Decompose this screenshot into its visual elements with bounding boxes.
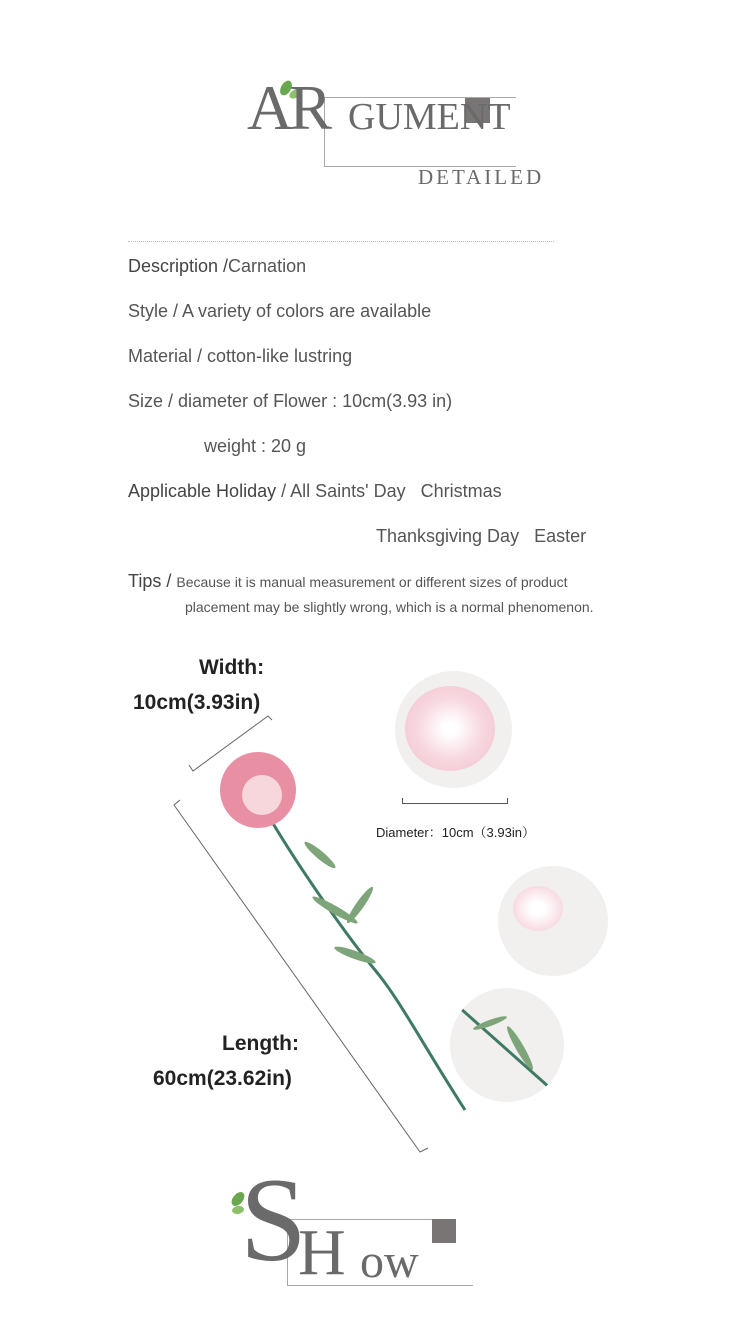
material-row: Material / cotton-like lustring: [128, 346, 353, 366]
leaves: [302, 839, 377, 966]
logo-initials: AR: [247, 72, 328, 143]
measure-lines: [174, 716, 428, 1152]
flower-illustration: [0, 640, 750, 1180]
width-value: 10cm(3.93in): [133, 691, 261, 714]
logo-h: H: [298, 1216, 346, 1289]
logo-text: ow: [360, 1235, 419, 1288]
logo-s: S: [240, 1153, 307, 1286]
flower-top-view: [395, 671, 512, 788]
diameter-label: Diameter：10cm（3.93in）: [376, 825, 535, 840]
leaf-detail-view: [450, 988, 564, 1102]
logo-square: [432, 1219, 456, 1243]
divider: [128, 241, 554, 242]
weight-row: weight : 20 g: [204, 436, 307, 456]
flower-side-view: [498, 866, 608, 976]
holiday-row-2: Thanksgiving Day Easter: [376, 526, 587, 546]
description-row: Description /Carnation: [128, 256, 307, 276]
style-row: Style / A variety of colors are available: [128, 301, 432, 321]
length-label: Length:: [222, 1032, 299, 1055]
holiday-row: Applicable Holiday / All Saints' Day Christmas: [128, 481, 502, 501]
diameter-bracket: [402, 798, 508, 804]
tips-row-2: placement may be slightly wrong, which is a normal phenomenon.: [185, 599, 594, 615]
logo-subtitle: DETAILED: [418, 165, 545, 189]
logo-text: GUMENT: [348, 96, 511, 138]
width-label: Width:: [199, 656, 265, 679]
tips-row: Tips / Because it is manual measurement or different sizes of product: [128, 571, 568, 591]
length-value: 60cm(23.62in): [153, 1067, 292, 1090]
size-row: Size / diameter of Flower : 10cm(3.93 in): [128, 391, 453, 411]
